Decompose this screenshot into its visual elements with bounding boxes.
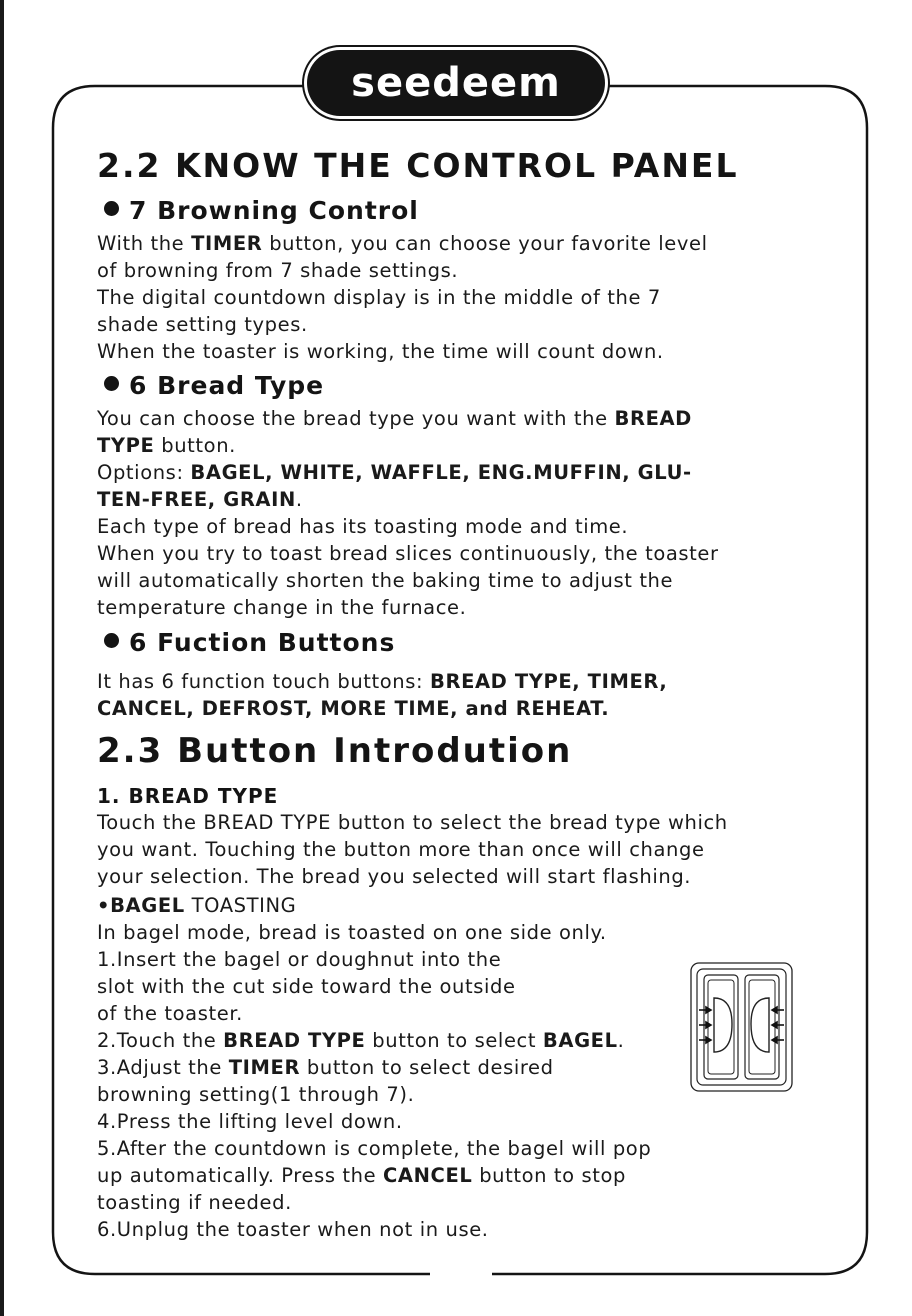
bread-type-heading [104,371,324,400]
bread-type-line-7: will automatically shorten the baking time to adjust the [97,569,674,592]
intro-line-1: Touch the BREAD TYPE button to select the bread type which [97,811,728,834]
bread-type-line-4: TEN-FREE, GRAIN. [97,488,303,511]
bread-type-line-1: You can choose the bread type you want with the BREAD [97,407,692,430]
bagel-toasting-label: •BAGEL TOASTING [97,894,297,917]
step-2-line: 2.Touch the BREAD TYPE button to select BAGEL. [97,1029,625,1052]
bullet-dot [104,376,119,391]
step-1-line-a: 1.Insert the bagel or doughnut into the [97,948,502,971]
browning-heading-text: 7 Browning Control [129,196,419,225]
bread-type-heading-text: 6 Bread Type [129,371,325,400]
brand-logo [307,50,605,116]
function-buttons-heading [104,628,395,657]
bread-type-line-3: Options: BAGEL, WHITE, WAFFLE, ENG.MUFFIN, GLU- [97,461,692,484]
step-5-line-a: 5.After the countdown is complete, the bagel will pop [97,1137,652,1160]
step-3-line-a: 3.Adjust the TIMER button to select desired [97,1056,554,1079]
step-4-line: 4.Press the lifting level down. [97,1110,403,1133]
browning-line-2: of browning from 7 shade settings. [97,259,459,282]
section-2-2-title: 2.2 KNOW THE CONTROL PANEL [97,146,739,185]
step-1-line-c: of the toaster. [97,1002,243,1025]
browning-control-heading [104,196,419,225]
bread-type-line-6: When you try to toast bread slices continuously, the toaster [97,542,719,565]
step-5-line-b: up automatically. Press the CANCEL button to stop [97,1164,627,1187]
intro-line-3: your selection. The bread you selected will start flashing. [97,865,692,888]
bread-type-line-5: Each type of bread has its toasting mode and time. [97,515,629,538]
section-2-3-title: 2.3 Button Introdution [97,731,573,771]
browning-line-3: The digital countdown display is in the middle of the 7 [97,286,661,309]
function-buttons-line-2: CANCEL, DEFROST, MORE TIME, and REHEAT. [97,697,610,720]
browning-line-1: With the TIMER button, you can choose your favorite level [97,232,708,255]
bread-type-subheading: 1. BREAD TYPE [97,784,279,808]
function-buttons-heading-text: 6 Fuction Buttons [129,628,396,657]
browning-line-4: shade setting types. [97,313,308,336]
step-5-line-c: toasting if needed. [97,1191,292,1214]
intro-line-2: you want. Touching the button more than once will change [97,838,705,861]
bread-type-line-8: temperature change in the furnace. [97,596,467,619]
browning-line-5: When the toaster is working, the time will count down. [97,340,664,363]
function-buttons-line-1: It has 6 function touch buttons: BREAD TYPE, TIMER, [97,670,668,693]
bagel-mode-line: In bagel mode, bread is toasted on one side only. [97,921,607,944]
toaster-top-view-icon [690,962,794,1094]
step-3-line-b: browning setting(1 through 7). [97,1083,415,1106]
bread-type-line-2: TYPE button. [97,434,236,457]
step-1-line-b: slot with the cut side toward the outside [97,975,516,998]
step-6-line: 6.Unplug the toaster when not in use. [97,1218,489,1241]
brand-logo-text: seedeem [351,60,561,106]
bullet-dot [104,201,119,216]
bullet-dot [104,633,119,648]
